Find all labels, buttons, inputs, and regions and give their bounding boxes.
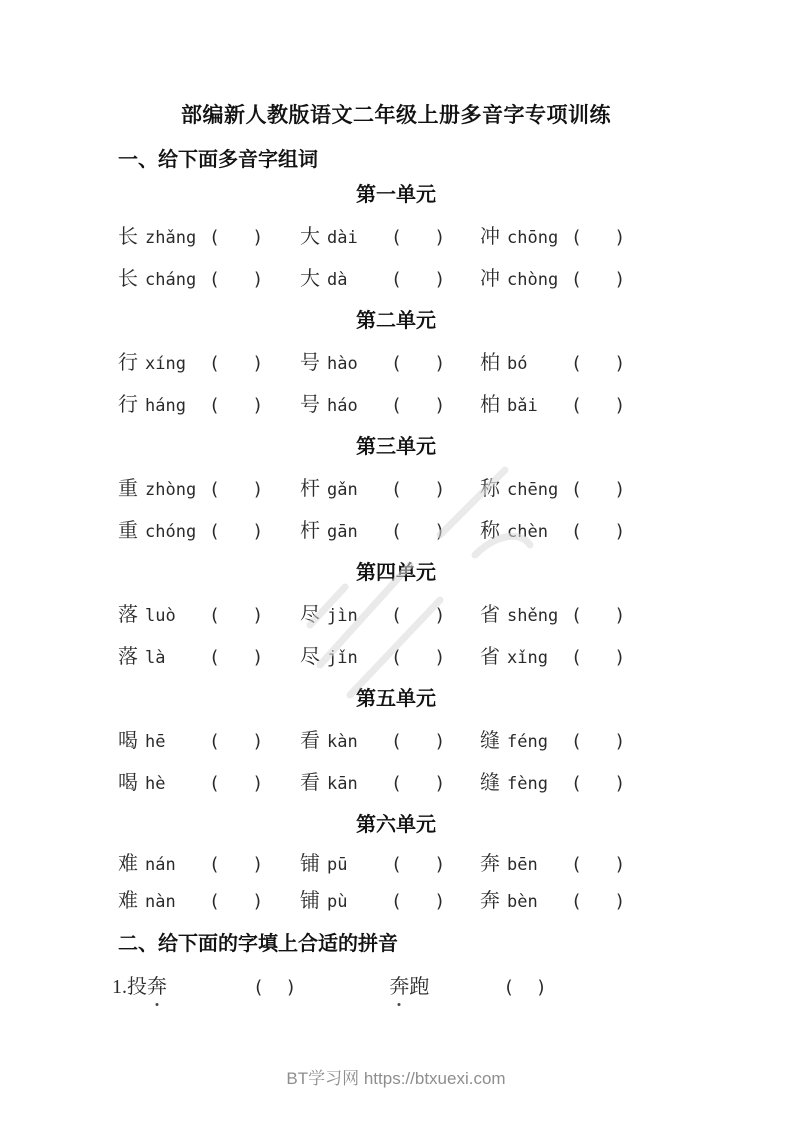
polyphone-cell (118, 636, 300, 678)
unit-heading: 第五单元 (356, 688, 436, 710)
polyphone-cell (118, 883, 300, 920)
item-word-1 (112, 972, 253, 1002)
polyphone-row (118, 258, 792, 300)
polyphone-row (118, 720, 792, 762)
hanzi-character: 奔 (480, 853, 500, 875)
answer-blank: ( ) (209, 891, 264, 912)
pinyin-label: cháng (145, 270, 197, 290)
answer-blank: ( ) (571, 891, 626, 912)
hanzi-character: 行 (118, 394, 138, 416)
pinyin-label: là (145, 648, 166, 668)
pinyin-label: chēng (507, 480, 559, 500)
unit-heading: 第六单元 (356, 814, 436, 836)
polyphone-cell (118, 258, 300, 300)
pinyin-label: chòng (507, 270, 559, 290)
hanzi-character: 落 (118, 646, 138, 668)
answer-blank: ( ) (571, 731, 626, 752)
pinyin-label: chèn (507, 522, 548, 542)
pinyin-label: pù (327, 892, 348, 912)
pinyin-label: hē (145, 732, 166, 752)
answer-blank: ( ) (571, 479, 626, 500)
polyphone-cell (300, 762, 480, 804)
answer-blank: ( ) (209, 647, 264, 668)
hanzi-character: 铺 (300, 890, 320, 912)
pinyin-label: háng (145, 396, 186, 416)
pinyin-label: hào (327, 354, 358, 374)
pinyin-label: xíng (145, 354, 186, 374)
hanzi-character: 落 (118, 604, 138, 626)
hanzi-character: 省 (480, 604, 500, 626)
word-marked-char: 奔 (147, 972, 167, 1002)
hanzi-character: 长 (118, 226, 138, 248)
unit-heading: 第三单元 (356, 436, 436, 458)
polyphone-cell (480, 258, 625, 300)
hanzi-character: 缝 (480, 772, 500, 794)
hanzi-character: 喝 (118, 772, 138, 794)
unit-heading: 第二单元 (356, 310, 436, 332)
hanzi-character: 尽 (300, 604, 320, 626)
pinyin-fill-item-row (112, 972, 792, 1003)
footer (0, 1064, 792, 1089)
answer-blank: ( ) (571, 227, 626, 248)
hanzi-character: 称 (480, 520, 500, 542)
hanzi-character: 铺 (300, 853, 320, 875)
pinyin-label: kàn (327, 732, 358, 752)
hanzi-character: 看 (300, 730, 320, 752)
hanzi-character: 行 (118, 352, 138, 374)
pinyin-label: bǎi (507, 396, 538, 416)
hanzi-character: 奔 (480, 890, 500, 912)
answer-blank: ( ) (391, 891, 446, 912)
answer-blank: ( ) (391, 647, 446, 668)
answer-blank: ( ) (571, 647, 626, 668)
answer-blank: ( ) (571, 605, 626, 626)
polyphone-cell (300, 510, 480, 552)
answer-blank: ( ) (209, 773, 264, 794)
item-word-2 (389, 972, 429, 1002)
polyphone-row (118, 883, 792, 920)
answer-blank: ( ) (253, 977, 297, 998)
unit-block (0, 174, 792, 300)
hanzi-character: 冲 (480, 226, 500, 248)
hanzi-character: 省 (480, 646, 500, 668)
pinyin-label: jǐn (327, 648, 358, 668)
answer-blank: ( ) (209, 521, 264, 542)
pinyin-label: jìn (327, 606, 358, 626)
word-text: 跑 (409, 976, 430, 998)
answer-blank: ( ) (209, 395, 264, 416)
answer-blank: ( ) (209, 605, 264, 626)
answer-blank: ( ) (209, 854, 264, 875)
hanzi-character: 柏 (480, 352, 500, 374)
hanzi-character: 难 (118, 890, 138, 912)
pinyin-label: pū (327, 855, 348, 875)
word-marked-char: 奔 (389, 972, 409, 1002)
answer-blank: ( ) (209, 269, 264, 290)
polyphone-cell (480, 636, 625, 678)
polyphone-row (118, 510, 792, 552)
word-text: 投 (127, 976, 147, 998)
pinyin-label: dà (327, 270, 348, 290)
polyphone-cell (480, 762, 625, 804)
polyphone-cell (118, 846, 300, 883)
unit-block (0, 300, 792, 426)
polyphone-row (118, 636, 792, 678)
pinyin-label: féng (507, 732, 548, 752)
polyphone-cell (118, 216, 300, 258)
polyphone-cell (118, 468, 300, 510)
unit-block (0, 426, 792, 552)
polyphone-cell (118, 594, 300, 636)
pinyin-label: chóng (145, 522, 197, 542)
polyphone-cell (480, 342, 625, 384)
answer-blank: ( ) (571, 395, 626, 416)
unit-heading: 第四单元 (356, 562, 436, 584)
pinyin-label: nán (145, 855, 176, 875)
polyphone-row (118, 384, 792, 426)
polyphone-cell (118, 384, 300, 426)
answer-blank: ( ) (209, 353, 264, 374)
polyphone-cell (118, 720, 300, 762)
answer-blank: ( ) (391, 227, 446, 248)
hanzi-character: 杆 (300, 520, 320, 542)
polyphone-cell (300, 342, 480, 384)
section2-heading: 二、给下面的字填上合适的拼音 (118, 933, 398, 955)
pinyin-label: shěng (507, 606, 559, 626)
polyphone-row (118, 762, 792, 804)
polyphone-row (118, 594, 792, 636)
hanzi-character: 冲 (480, 268, 500, 290)
hanzi-character: 号 (300, 394, 320, 416)
polyphone-cell (480, 216, 625, 258)
pinyin-label: xǐng (507, 648, 548, 668)
hanzi-character: 大 (300, 226, 320, 248)
hanzi-character: 称 (480, 478, 500, 500)
unit-heading: 第一单元 (356, 184, 436, 206)
polyphone-cell (118, 510, 300, 552)
polyphone-cell (480, 384, 625, 426)
item-number: 1. (112, 976, 127, 998)
page-title: 部编新人教版语文二年级上册多音字专项训练 (181, 103, 611, 127)
hanzi-character: 喝 (118, 730, 138, 752)
hanzi-character: 看 (300, 772, 320, 794)
hanzi-character: 重 (118, 520, 138, 542)
polyphone-cell (480, 883, 625, 920)
polyphone-cell (300, 258, 480, 300)
polyphone-cell (300, 216, 480, 258)
hanzi-character: 大 (300, 268, 320, 290)
answer-blank: ( ) (391, 521, 446, 542)
answer-blank: ( ) (209, 731, 264, 752)
pinyin-label: bó (507, 354, 528, 374)
hanzi-character: 号 (300, 352, 320, 374)
answer-blank: ( ) (391, 353, 446, 374)
answer-blank: ( ) (391, 269, 446, 290)
hanzi-character: 长 (118, 268, 138, 290)
pinyin-label: gān (327, 522, 358, 542)
pinyin-label: chōng (507, 228, 559, 248)
pinyin-label: háo (327, 396, 358, 416)
unit-block (0, 552, 792, 678)
hanzi-character: 重 (118, 478, 138, 500)
answer-blank: ( ) (209, 227, 264, 248)
hanzi-character: 难 (118, 853, 138, 875)
hanzi-character: 尽 (300, 646, 320, 668)
polyphone-row (118, 216, 792, 258)
pinyin-label: dài (327, 228, 358, 248)
polyphone-row (118, 468, 792, 510)
answer-blank: ( ) (391, 731, 446, 752)
polyphone-row (118, 342, 792, 384)
answer-blank: ( ) (571, 521, 626, 542)
pinyin-label: kān (327, 774, 358, 794)
polyphone-cell (300, 384, 480, 426)
polyphone-cell (480, 594, 625, 636)
pinyin-label: zhòng (145, 480, 197, 500)
pinyin-label: gǎn (327, 480, 358, 500)
polyphone-cell (300, 883, 480, 920)
section1-heading: 一、给下面多音字组词 (118, 149, 318, 171)
answer-blank: ( ) (503, 977, 547, 998)
polyphone-cell (480, 720, 625, 762)
polyphone-cell (480, 510, 625, 552)
pinyin-label: zhǎng (145, 228, 197, 248)
hanzi-character: 柏 (480, 394, 500, 416)
footer-link[interactable]: BT学习网 https://btxuexi.com (286, 1069, 506, 1088)
answer-blank: ( ) (571, 773, 626, 794)
answer-blank: ( ) (391, 854, 446, 875)
answer-blank: ( ) (391, 395, 446, 416)
answer-blank: ( ) (209, 479, 264, 500)
hanzi-character: 杆 (300, 478, 320, 500)
pinyin-label: fèng (507, 774, 548, 794)
section1-units (0, 174, 792, 920)
unit-block (0, 804, 792, 920)
hanzi-character: 缝 (480, 730, 500, 752)
polyphone-cell (480, 846, 625, 883)
polyphone-cell (300, 468, 480, 510)
pinyin-label: nàn (145, 892, 176, 912)
polyphone-cell (480, 468, 625, 510)
answer-blank: ( ) (391, 773, 446, 794)
pinyin-label: bèn (507, 892, 538, 912)
pinyin-label: hè (145, 774, 166, 794)
polyphone-cell (300, 636, 480, 678)
polyphone-cell (118, 762, 300, 804)
polyphone-cell (300, 720, 480, 762)
polyphone-cell (118, 342, 300, 384)
unit-block (0, 678, 792, 804)
polyphone-row (118, 846, 792, 883)
answer-blank: ( ) (391, 605, 446, 626)
answer-blank: ( ) (571, 854, 626, 875)
pinyin-label: luò (145, 606, 176, 626)
pinyin-label: bēn (507, 855, 538, 875)
answer-blank: ( ) (571, 353, 626, 374)
polyphone-cell (300, 846, 480, 883)
polyphone-cell (300, 594, 480, 636)
answer-blank: ( ) (571, 269, 626, 290)
answer-blank: ( ) (391, 479, 446, 500)
